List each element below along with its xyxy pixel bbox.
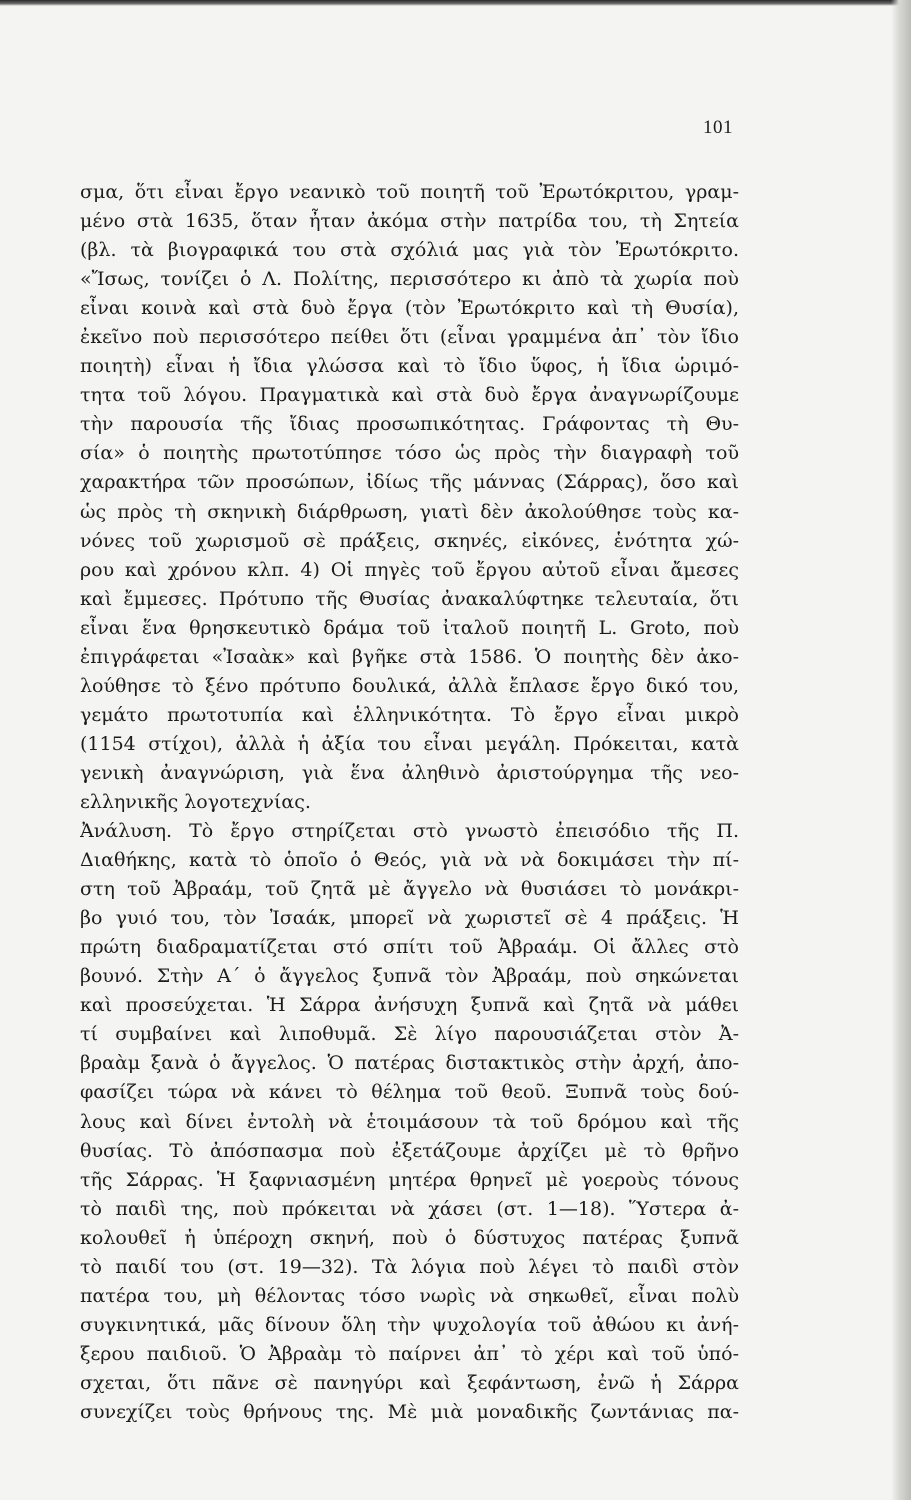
scan-right-edge — [891, 0, 911, 1500]
text-line: συγκινητικά, μᾶς δίνουν ὅλη τὴν ψυχολογία τοῦ ἀθώου κι ἀνή- — [80, 1313, 739, 1336]
text-line: συνεχίζει τοὺς θρήνους της. Μὲ μιὰ μοναδικῆς ζωντάνιας πα- — [80, 1400, 739, 1423]
text-line: εἶναι ἕνα θρησκευτικὸ δράμα τοῦ ἰταλοῦ ποιητῆ L. Groto, ποὺ — [80, 616, 739, 639]
text-line: χαρακτήρα τῶν προσώπων, ἰδίως τῆς μάννας (Σάρρας), ὅσο καὶ — [80, 471, 739, 494]
text-line: ξερου παιδιοῦ. Ὁ Ἀβραὰμ τὸ παίρνει ἀπ᾿ τὸ χέρι καὶ τοῦ ὑπό- — [80, 1342, 739, 1365]
text-line: «Ἴσως, τονίζει ὁ Λ. Πολίτης, περισσότερο κι ἀπὸ τὰ χωρία ποὺ — [80, 268, 739, 291]
body-text — [80, 178, 739, 1427]
text-line: γενικὴ ἀναγνώριση, γιὰ ἕνα ἀληθινὸ ἀριστούργημα τῆς νεο- — [80, 761, 739, 784]
page-number: 101 — [703, 117, 733, 138]
text-line: τὸ παιδὶ της, ποὺ πρόκειται νὰ χάσει (στ. 1—18). Ὕστερα ἀ- — [80, 1197, 739, 1220]
text-line: μένο στὰ 1635, ὅταν ἦταν ἀκόμα στὴν πατρίδα του, τὴ Σητεία — [80, 210, 739, 233]
text-line: λους καὶ δίνει ἐντολὴ νὰ ἑτοιμάσουν τὰ τοῦ δρόμου καὶ τῆς — [80, 1110, 739, 1133]
text-line: σία» ὁ ποιητὴς πρωτοτύπησε τόσο ὡς πρὸς τὴν διαγραφὴ τοῦ — [80, 442, 739, 465]
text-line: πατέρα του, μὴ θέλοντας τόσο νωρὶς νὰ σηκωθεῖ, εἶναι πολὺ — [80, 1284, 739, 1307]
text-line: ποιητὴ) εἶναι ἡ ἴδια γλώσσα καὶ τὸ ἴδιο ὕφος, ἡ ἴδια ὡριμό- — [80, 355, 739, 378]
text-line: Ἀνάλυση. Τὸ ἔργο στηρίζεται στὸ γνωστὸ ἐπεισόδιο τῆς Π. — [80, 820, 739, 843]
text-line: σχεται, ὅτι πᾶνε σὲ πανηγύρι καὶ ξεφάντωση, ἐνῶ ἡ Σάρρα — [80, 1371, 739, 1394]
text-line: σμα, ὅτι εἶναι ἔργο νεανικὸ τοῦ ποιητῆ τοῦ Ἐρωτόκριτου, γραμ- — [80, 181, 739, 203]
text-line: τὴν παρουσία τῆς ἴδιας προσωπικότητας. Γράφοντας τὴ Θυ- — [80, 413, 739, 436]
text-line: βο γυιό του, τὸν Ἰσαάκ, μπορεῖ νὰ χωριστεῖ σὲ 4 πράξεις. Ἡ — [80, 907, 739, 930]
scan-top-edge — [0, 0, 911, 6]
text-line: (βλ. τὰ βιογραφικά του στὰ σχόλιά μας γιὰ τὸν Ἐρωτόκριτο. — [80, 239, 739, 262]
text-line: πρώτη διαδραματίζεται στό σπίτι τοῦ Ἀβραάμ. Οἱ ἄλλες στὸ — [80, 936, 739, 959]
text-line: τητα τοῦ λόγου. Πραγματικὰ καὶ στὰ δυὸ ἔργα ἀναγνωρίζουμε — [80, 384, 739, 407]
text-line: καὶ ἔμμεσες. Πρότυπο τῆς Θυσίας ἀνακαλύφτηκε τελευταία, ὅτι — [80, 587, 739, 610]
text-line: τί συμβαίνει καὶ λιποθυμᾶ. Σὲ λίγο παρουσιάζεται στὸν Ἀ- — [80, 1023, 739, 1046]
text-line: θυσίας. Τὸ ἀπόσπασμα ποὺ ἐξετάζουμε ἀρχίζει μὲ τὸ θρῆνο — [80, 1139, 739, 1162]
text-line: τῆς Σάρρας. Ἡ ξαφνιασμένη μητέρα θρηνεῖ μὲ γοεροὺς τόνους — [80, 1168, 739, 1191]
text-line: τὸ παιδί του (στ. 19—32). Τὰ λόγια ποὺ λέγει τὸ παιδὶ στὸν — [80, 1255, 739, 1278]
text-line: εἶναι κοινὰ καὶ στὰ δυὸ ἔργα (τὸν Ἐρωτόκριτο καὶ τὴ Θυσία), — [80, 297, 739, 320]
text-line: φασίζει τώρα νὰ κάνει τὸ θέλημα τοῦ θεοῦ. Ξυπνᾶ τοὺς δού- — [80, 1081, 739, 1104]
text-line: γεμάτο πρωτοτυπία καὶ ἑλληνικότητα. Τὸ ἔργο εἶναι μικρὸ — [80, 703, 739, 726]
text-line: ἐπιγράφεται «Ἰσαὰκ» καὶ βγῆκε στὰ 1586. Ὁ ποιητὴς δὲν ἀκο- — [80, 645, 739, 668]
text-line: στη τοῦ Ἀβραάμ, τοῦ ζητᾶ μὲ ἄγγελο νὰ θυσιάσει τὸ μονάκρι- — [80, 878, 739, 901]
text-line: λούθησε τὸ ξένο πρότυπο δουλικά, ἀλλὰ ἔπλασε ἔργο δικό του, — [80, 674, 739, 697]
text-line: ελληνικῆς λογοτεχνίας. — [80, 790, 311, 813]
text-line: καὶ προσεύχεται. Ἡ Σάρρα ἀνήσυχη ξυπνᾶ καὶ ζητᾶ νὰ μάθει — [80, 994, 739, 1017]
text-line: βουνό. Στὴν Α΄ ὁ ἄγγελος ξυπνᾶ τὸν Ἀβραάμ, ποὺ σηκώνεται — [80, 965, 739, 988]
text-line: ὡς πρὸς τὴ σκηνικὴ διάρθρωση, γιατὶ δὲν ἀκολούθησε τοὺς κα- — [80, 500, 739, 523]
text-line: Διαθήκης, κατὰ τὸ ὁποῖο ὁ Θεός, γιὰ νὰ νὰ δοκιμάσει τὴν πί- — [80, 849, 739, 872]
text-line: ἐκεῖνο ποὺ περισσότερο πείθει ὅτι (εἶναι γραμμένα ἀπ᾿ τὸν ἴδιο — [80, 326, 739, 349]
text-line: νόνες τοῦ χωρισμοῦ σὲ πράξεις, σκηνές, εἰκόνες, ἑνότητα χώ- — [80, 529, 739, 552]
text-line: ρου καὶ χρόνου κλπ. 4) Οἱ πηγὲς τοῦ ἔργου αὐτοῦ εἶναι ἄμεσες — [80, 558, 739, 581]
text-line: βραὰμ ξανὰ ὁ ἄγγελος. Ὁ πατέρας διστακτικὸς στὴν ἀρχή, ἀπο- — [80, 1052, 739, 1075]
text-line: (1154 στίχοι), ἀλλὰ ἡ ἀξία του εἶναι μεγάλη. Πρόκειται, κατὰ — [80, 732, 739, 755]
text-line: κολουθεῖ ἡ ὑπέροχη σκηνή, ποὺ ὁ δύστυχος πατέρας ξυπνᾶ — [80, 1226, 739, 1249]
